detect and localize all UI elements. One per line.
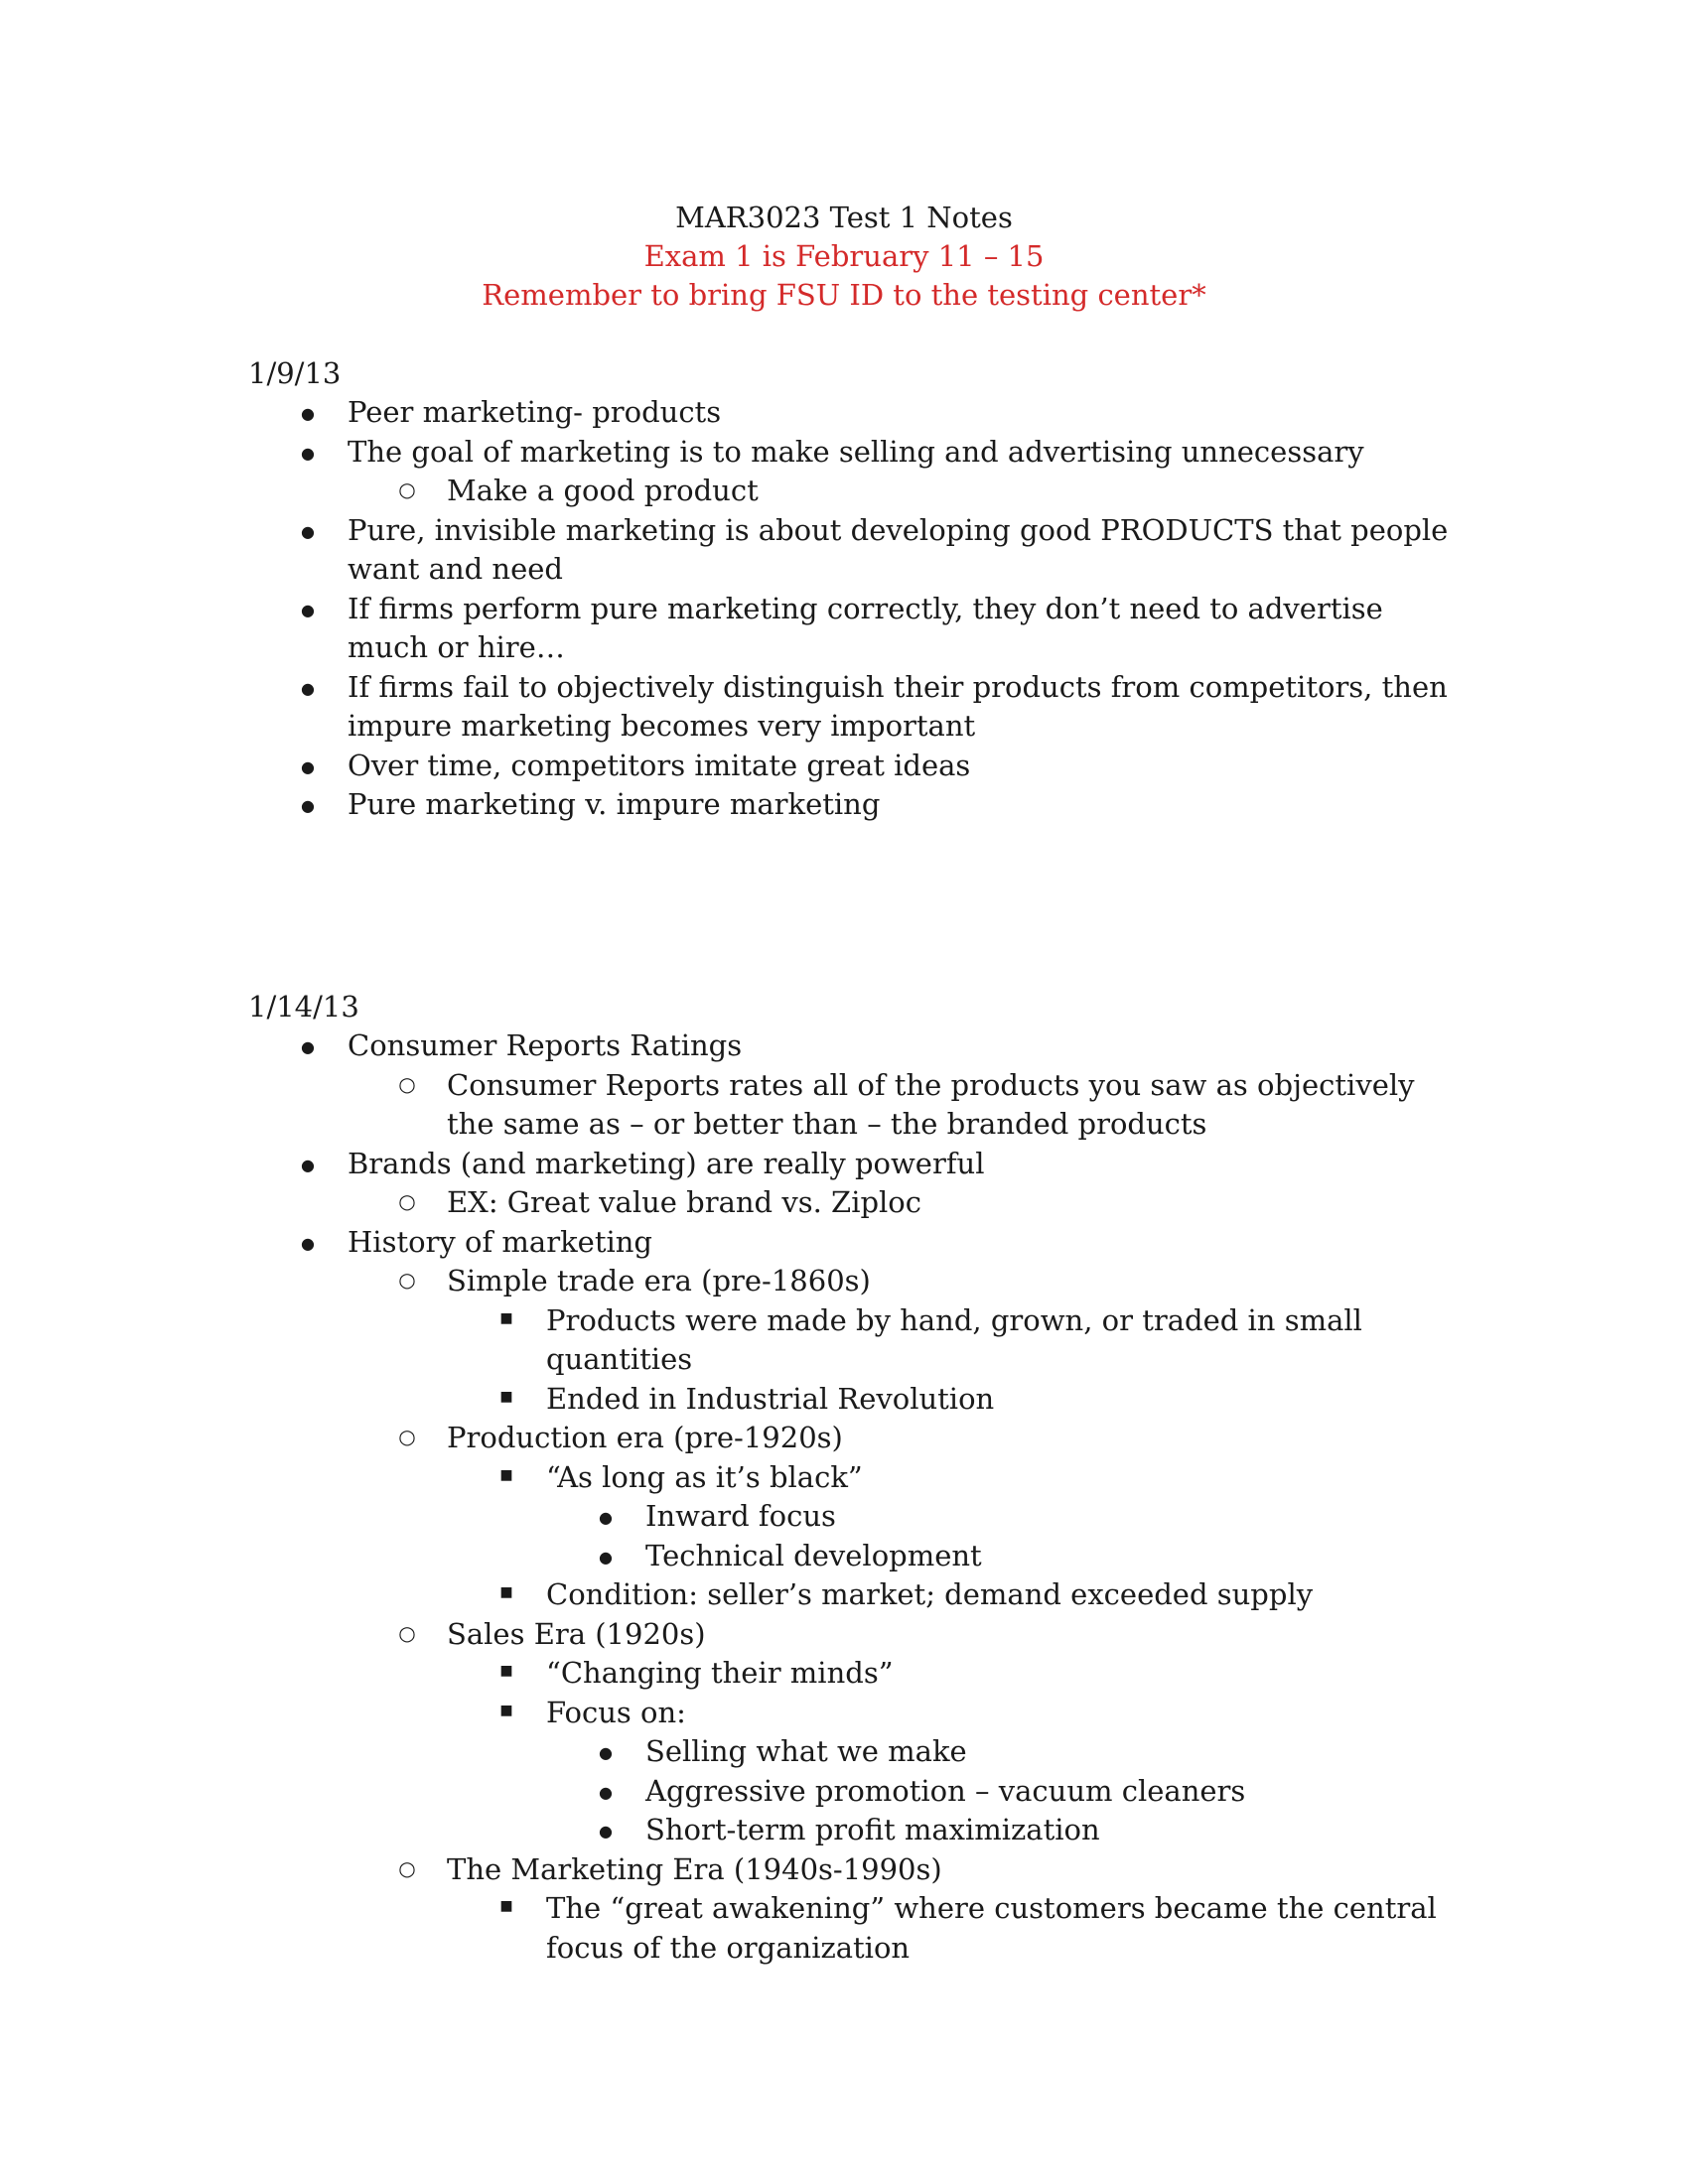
list-item: ○ Simple trade era (pre-1860s) xyxy=(248,1262,1460,1301)
list-item: ● Technical development xyxy=(248,1537,1460,1576)
list-item: ● Brands (and marketing) are really powerful xyxy=(248,1145,1460,1184)
square-bullet-icon xyxy=(492,1301,521,1343)
list-item: ● Short-term profit maximization xyxy=(248,1811,1460,1850)
list-item: ● Pure, invisible marketing is about developing good PRODUCTS that people want and need xyxy=(248,511,1460,590)
list-item: ■ Ended in Industrial Revolution xyxy=(248,1380,1460,1420)
circle-bullet-icon xyxy=(392,1183,422,1223)
square-bullet-icon xyxy=(492,1694,521,1735)
circle-bullet-icon xyxy=(392,1419,422,1458)
bullet-icon xyxy=(293,433,323,477)
list-item: ● If firms fail to objectively distinguish their products from competitors, then impure marketing becomes very important xyxy=(248,668,1460,747)
section-date: 1/14/13 xyxy=(248,990,359,1024)
list-item: ○ Make a good product xyxy=(248,472,1460,511)
circle-bullet-icon xyxy=(392,1850,422,1890)
list-item: ■ Condition: seller’s market; demand exceeded supply xyxy=(248,1575,1460,1615)
list-item: ○ Production era (pre-1920s) xyxy=(248,1419,1460,1458)
bullet-icon xyxy=(591,1497,621,1541)
circle-bullet-icon xyxy=(392,472,422,511)
bullet-icon xyxy=(293,668,323,712)
bullet-icon xyxy=(293,590,323,633)
circle-bullet-icon xyxy=(392,1615,422,1655)
document-title: MAR3023 Test 1 Notes xyxy=(675,201,1013,234)
list-item: ○ EX: Great value brand vs. Ziploc xyxy=(248,1183,1460,1223)
square-bullet-icon xyxy=(492,1654,521,1696)
document-header xyxy=(0,199,1688,315)
square-bullet-icon xyxy=(492,1889,521,1931)
bullet-icon xyxy=(293,511,323,555)
bullet-icon xyxy=(293,747,323,790)
list-item: ■ Focus on: xyxy=(248,1694,1460,1733)
circle-bullet-icon xyxy=(392,1066,422,1106)
notes-section-1-14-13 xyxy=(248,987,1460,1968)
list-item: ● Inward focus xyxy=(248,1497,1460,1537)
list-item: ■ Products were made by hand, grown, or traded in small quantities xyxy=(248,1301,1460,1380)
list-item: ● Aggressive promotion – vacuum cleaners xyxy=(248,1772,1460,1812)
list-item: ● The goal of marketing is to make selling and advertising unnecessary xyxy=(248,433,1460,473)
bullet-icon xyxy=(293,1145,323,1188)
square-bullet-icon xyxy=(492,1458,521,1500)
bullet-icon xyxy=(591,1811,621,1854)
circle-bullet-icon xyxy=(392,1262,422,1301)
list-item: ● Selling what we make xyxy=(248,1732,1460,1772)
list-item: ○ Sales Era (1920s) xyxy=(248,1615,1460,1655)
bullet-icon xyxy=(293,1223,323,1267)
list-item: ● Pure marketing v. impure marketing xyxy=(248,785,1460,825)
list-item: ● Peer marketing- products xyxy=(248,393,1460,433)
section-date: 1/9/13 xyxy=(248,356,342,390)
list-item: ■ “Changing their minds” xyxy=(248,1654,1460,1694)
square-bullet-icon xyxy=(492,1575,521,1617)
exam-date-notice: Exam 1 is February 11 – 15 xyxy=(643,239,1045,273)
list-item: ○ Consumer Reports rates all of the products you saw as objectively the same as – or better than – the branded products xyxy=(248,1066,1460,1145)
list-item: ○ The Marketing Era (1940s-1990s) xyxy=(248,1850,1460,1890)
bullet-icon xyxy=(293,393,323,437)
bullet-icon xyxy=(293,1026,323,1070)
bullet-icon xyxy=(591,1732,621,1776)
notes-section-1-9-13 xyxy=(248,353,1460,825)
list-item: ■ “As long as it’s black” xyxy=(248,1458,1460,1498)
list-item: ● History of marketing xyxy=(248,1223,1460,1263)
bullet-icon xyxy=(293,785,323,829)
bullet-icon xyxy=(591,1772,621,1816)
list-item: ● Over time, competitors imitate great ideas xyxy=(248,747,1460,786)
list-item: ● Consumer Reports Ratings xyxy=(248,1026,1460,1066)
id-reminder-notice: Remember to bring FSU ID to the testing center* xyxy=(482,278,1206,312)
list-item: ● If firms perform pure marketing correctly, they don’t need to advertise much or hire… xyxy=(248,590,1460,668)
square-bullet-icon xyxy=(492,1380,521,1422)
bullet-icon xyxy=(591,1537,621,1580)
list-item: ■ The “great awakening” where customers became the central focus of the organization xyxy=(248,1889,1460,1968)
